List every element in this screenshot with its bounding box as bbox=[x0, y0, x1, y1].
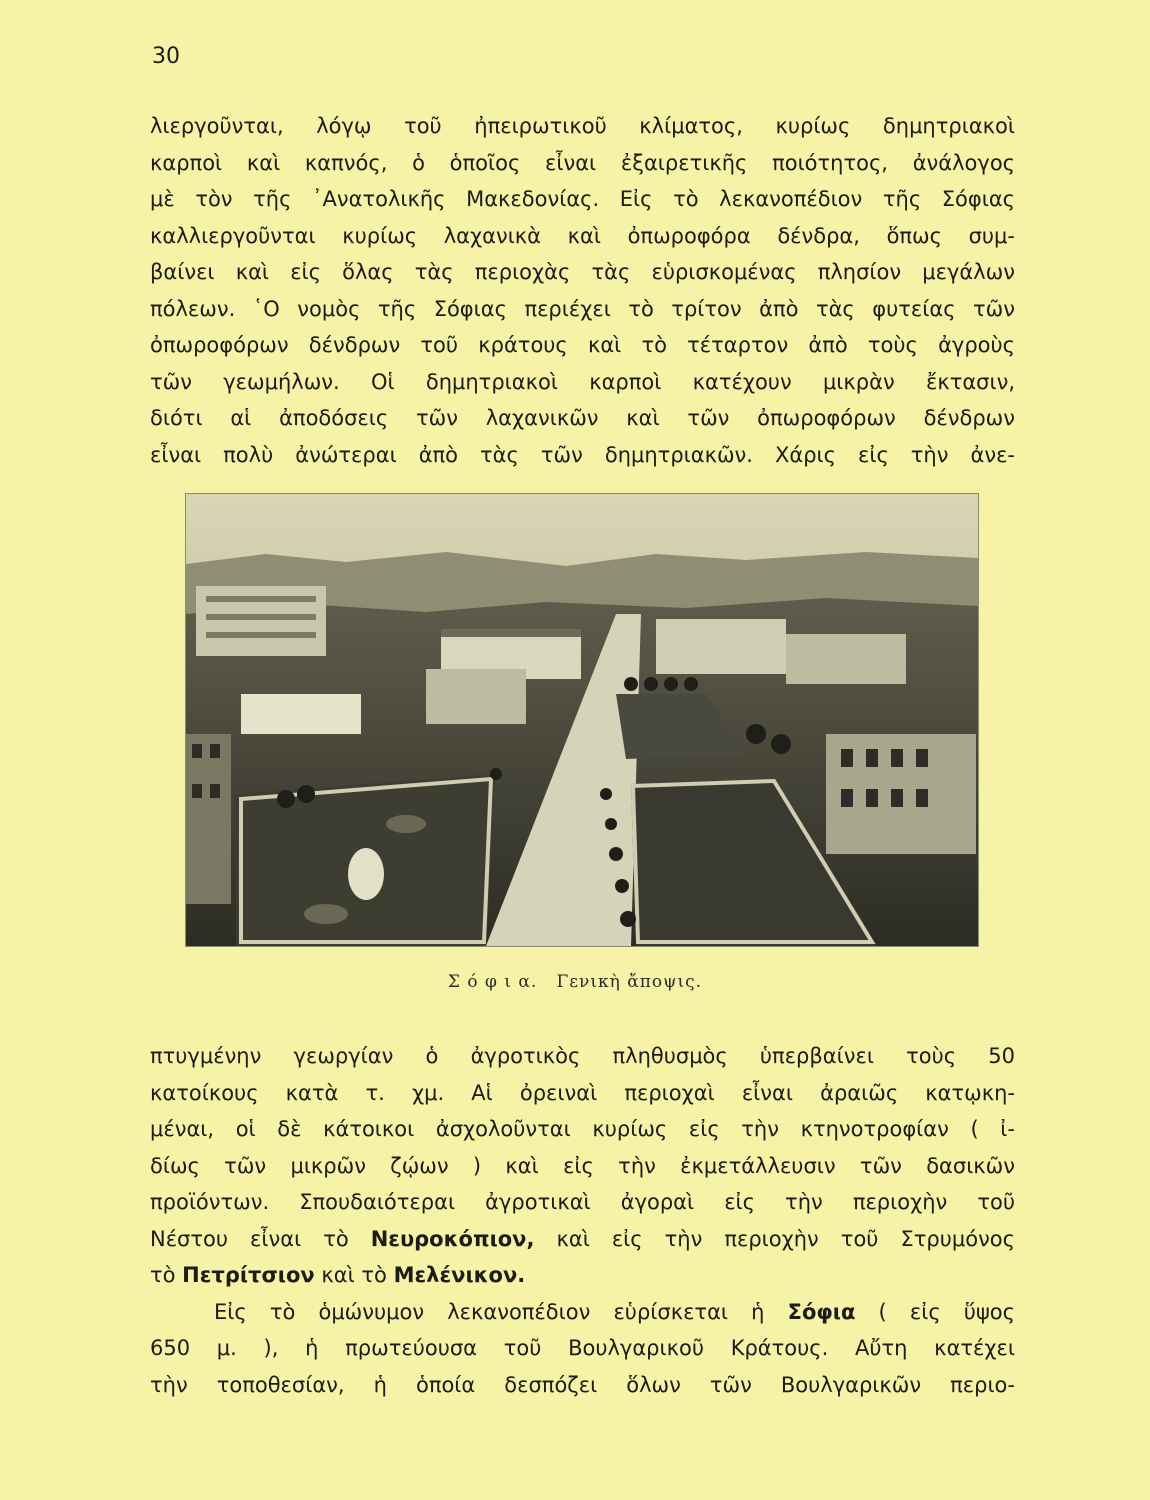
bottom-paragraphs bbox=[150, 1038, 1015, 1403]
text-line: λιεργοῦνται, λόγῳ τοῦ ἠπειρωτικοῦ κλίματος, κυρίως δημητριακοὶ bbox=[150, 114, 1015, 138]
text-line: καλλιεργοῦνται κυρίως λαχανικὰ καὶ ὀπωροφόρα δένδρα, ὅπως συμ- bbox=[150, 223, 1015, 248]
text-run: Εἰς τὸ ὁμώνυμον λεκανοπέδιον εὑρίσκεται ἡ bbox=[214, 1299, 788, 1324]
text-line: καρποὶ καὶ καπνός, ὁ ὁποῖος εἶναι ἐξαιρετικῆς ποιότητος, ἀνάλογος bbox=[150, 150, 1015, 175]
photo-illustration bbox=[186, 494, 978, 946]
text-line bbox=[150, 1294, 1015, 1331]
text-line: μὲ τὸν τῆς ᾿Ανατολικῆς Μακεδονίας. Εἰς τὸ λεκανοπέδιον τῆς Σόφιας bbox=[150, 187, 1015, 211]
photo-caption bbox=[0, 972, 1150, 992]
page-number: 30 bbox=[152, 44, 180, 69]
text-line: τὴν τοποθεσίαν, ἡ ὁποία δεσπόζει ὅλων τῶν Βουλγαρικῶν περιο- bbox=[150, 1372, 1015, 1397]
text-line: ὀπωροφόρων δένδρων τοῦ κράτους καὶ τὸ τέταρτον ἀπὸ τοὺς ἀγροὺς bbox=[150, 333, 1015, 357]
place-name-nevrokopion: Νευροκόπιον, bbox=[370, 1226, 535, 1251]
text-line: τῶν γεωμήλων. Οἱ δημητριακοὶ καρποὶ κατέχουν μικρὰν ἔκτασιν, bbox=[150, 369, 1015, 394]
text-line: μέναι, οἱ δὲ κάτοικοι ἀσχολοῦνται κυρίως εἰς τὴν κτηνοτροφίαν ( ἰ- bbox=[150, 1117, 1015, 1141]
text-line: 650 μ. ), ἡ πρωτεύουσα τοῦ Βουλγαρικοῦ Κράτους. Αὔτη κατέχει bbox=[150, 1336, 1015, 1360]
text-line: πτυγμένην γεωργίαν ὁ ἀγροτικὸς πληθυσμὸς ὑπερβαίνει τοὺς 50 bbox=[150, 1044, 1015, 1068]
text-line: διότι αἱ ἀποδόσεις τῶν λαχανικῶν καὶ τῶν ὀπωροφόρων δένδρων bbox=[150, 406, 1015, 430]
text-line bbox=[150, 1221, 1015, 1258]
sofia-city-photo bbox=[186, 494, 978, 946]
caption-description: Γενικὴ ἄποψις. bbox=[556, 972, 703, 992]
caption-place: Σ ό φ ι α. bbox=[447, 972, 538, 992]
place-name-melenikon: Μελένικον. bbox=[393, 1263, 526, 1287]
text-line: βαίνει καὶ εἰς ὅλας τὰς περιοχὰς τὰς εὑρισκομένας πλησίον μεγάλων bbox=[150, 260, 1015, 284]
text-line: κατοίκους κατὰ τ. χμ. Αἱ ὀρειναὶ περιοχαὶ εἶναι ἀραιῶς κατῳκη- bbox=[150, 1080, 1015, 1105]
text-line: εἶναι πολὺ ἀνώτεραι ἀπὸ τὰς τῶν δημητριακῶν. Χάρις εἰς τὴν ἀνε- bbox=[150, 442, 1015, 467]
text-line: προϊόντων. Σπουδαιότεραι ἀγροτικαὶ ἀγοραὶ εἰς τὴν περιοχὴν τοῦ bbox=[150, 1190, 1015, 1214]
place-name-petritsion: Πετρίτσιον bbox=[182, 1263, 315, 1287]
text-line bbox=[150, 1257, 1015, 1294]
text-run: τὸ bbox=[150, 1263, 183, 1287]
text-line: πόλεων. ῾Ο νομὸς τῆς Σόφιας περιέχει τὸ τρίτον ἀπὸ τὰς φυτείας τῶν bbox=[150, 296, 1015, 321]
top-paragraph bbox=[150, 108, 1015, 473]
text-run: καὶ εἰς τὴν περιοχὴν τοῦ Στρυμόνος bbox=[534, 1226, 1015, 1251]
text-run: Νέστου εἶναι τὸ bbox=[150, 1226, 371, 1251]
place-name-sofia: Σόφια bbox=[787, 1299, 856, 1324]
text-run: καὶ τὸ bbox=[314, 1263, 394, 1287]
text-run: ( εἰς ὕψος bbox=[855, 1299, 1015, 1324]
text-line: δίως τῶν μικρῶν ζῴων ) καὶ εἰς τὴν ἐκμετάλλευσιν τῶν δασικῶν bbox=[150, 1153, 1015, 1178]
